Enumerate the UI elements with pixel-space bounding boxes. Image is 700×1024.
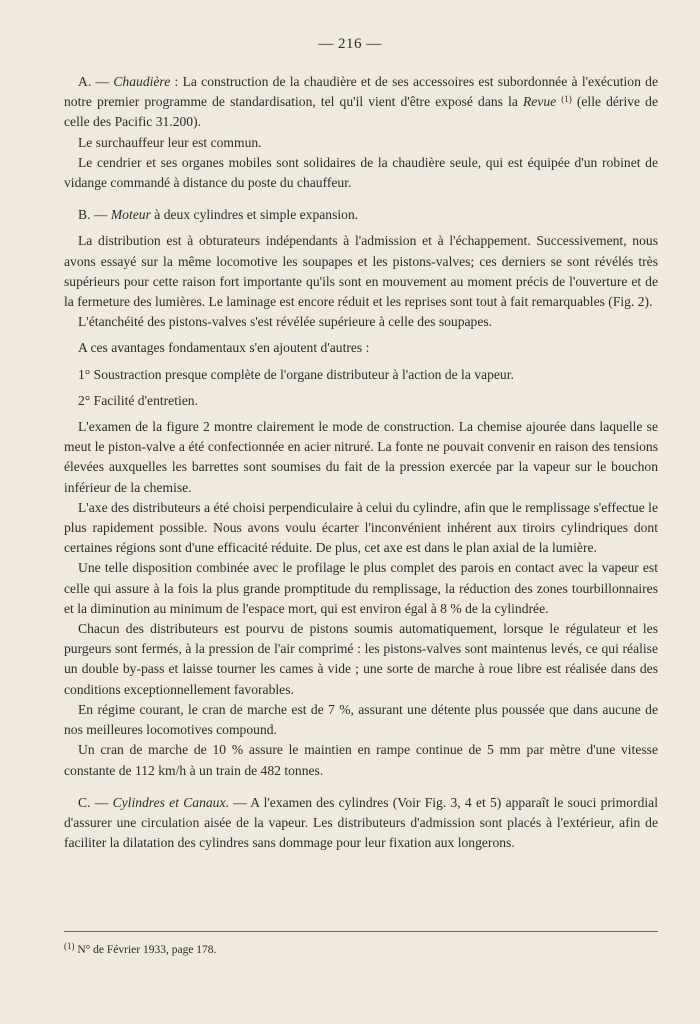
- section-b-paragraph-9: Chacun des distributeurs est pourvu de pistons soumis automatiquement, lorsque le régulateur et les purgeurs sont fermés, à la pression de l'air comprimé : les pistons-valves sont maintenus levés, ce qui réalise un double by-pass et laisse tourner les cames à vide ; une sorte de marche à roue libre est réalisée dans des conditions exceptionnellement favorables.: [64, 621, 658, 697]
- document-body: [64, 72, 658, 853]
- section-b-paragraph-8: Une telle disposition combinée avec le profilage le plus complet des parois en contact avec la vapeur est celle qui assure à la fois la plus grande promptitude du remplissage, la réduction des zones tourbillonnaires et la diminution au minimum de l'espace mort, qui est environ égal à 8 % de la cylindrée.: [64, 560, 658, 616]
- section-a-paragraph-3: Le cendrier et ses organes mobiles sont solidaires de la chaudière seule, qui est équipée d'un robinet de vidange commandé à distance du poste du chauffeur.: [64, 154, 658, 191]
- section-b-list-item-2: 2° Facilité d'entretien.: [78, 392, 198, 408]
- section-b-text: à deux cylindres et simple expansion.: [150, 207, 359, 223]
- section-b-paragraph-7: L'axe des distributeurs a été choisi perpendiculaire à celui du cylindre, afin que le remplissage s'effectue le plus rapidement possible. Nous avons voulu écarter l'inconvénient inhérent aux tiroirs cylindriques dont certaines régions sont d'une efficacité réduite. De plus, cet axe est dans le plan axial de la lumière.: [64, 499, 658, 556]
- section-c-title: Cylindres et Canaux: [112, 794, 226, 810]
- section-b-paragraph-10: En régime courant, le cran de marche est de 7 %, assurant une détente plus poussée que dans aucune de nos meilleures locomotives compound.: [64, 701, 658, 738]
- section-b-paragraph-6: L'examen de la figure 2 montre clairement le mode de construction. La chemise ajourée dans laquelle se meut le piston-valve a été confectionnée en acier nitruré. La fonte ne pouvait convenir en raison des tensions élevées auxquelles les barrettes sont soumises du fait de la pression exercée par la vapeur sur le bouchon inférieur de la chemise.: [64, 419, 658, 495]
- section-a-title: Chaudière: [113, 74, 171, 89]
- page-number: — 216 —: [318, 36, 382, 52]
- section-a-paragraph-2: Le surchauffeur leur est commun.: [78, 134, 262, 150]
- section-b-paragraph-2: L'étanchéité des pistons-valves s'est révélée supérieure à celle des soupapes.: [78, 314, 493, 330]
- footnote-text: N° de Février 1933, page 178.: [74, 944, 217, 956]
- section-a-label: A. —: [78, 74, 114, 89]
- section-b-title: Moteur: [110, 207, 151, 223]
- section-b-paragraph-3: A ces avantages fondamentaux s'en ajoutent d'autres :: [78, 340, 370, 356]
- footnote: [64, 941, 658, 956]
- section-b-list-item-1: 1° Soustraction presque complète de l'organe distributeur à l'action de la vapeur.: [78, 366, 514, 382]
- section-c-paragraph: [64, 793, 658, 854]
- section-a-paragraph: [64, 72, 658, 133]
- section-a-text: : La construction de la chaudière et de ses accessoires est subordonnée à l'exécution de notre premier programme de standardisation, tel qu'il vient d'être exposé dans la: [64, 74, 658, 110]
- footnote-marker: (1): [64, 941, 75, 951]
- footnote-divider: [64, 931, 658, 932]
- footnote-ref: (1): [561, 94, 572, 105]
- section-b-heading: [64, 205, 658, 225]
- section-c-text: . — A l'examen des cylindres (Voir Fig. 3, 4 et 5) apparaît le souci primordial d'assurer une circulation aisée de la vapeur. Les distributeurs d'admission sont placés à l'extérieur, afin de faciliter la dilatation des cylindres sans dommage pour leur fixation aux longerons.: [64, 794, 658, 851]
- section-b-paragraph-11: Un cran de marche de 10 % assure le maintien en rampe continue de 5 mm par mètre d'une vitesse constante de 112 km/h à un train de 482 tonnes.: [64, 742, 658, 778]
- section-c-label: C. —: [78, 794, 113, 810]
- section-b-paragraph-1: La distribution est à obturateurs indépendants à l'admission et à l'échappement. Successivement, nous avons essayé sur la même locomotive les soupapes et les pistons-valves; ces derniers se sont révélés très supérieurs pour cette raison fort importante qu'ils sont en mouvement au moment précis de l'ouverture et de la fermeture des lumières. Le laminage est encore réduit et les reprises sont tout à fait remarquables (Fig. 2).: [64, 233, 658, 310]
- revue-title: Revue: [522, 94, 557, 110]
- section-a-text-end: (elle dérive de celle des Pacific 31.200).: [64, 94, 658, 130]
- section-b-label: B. —: [78, 207, 111, 223]
